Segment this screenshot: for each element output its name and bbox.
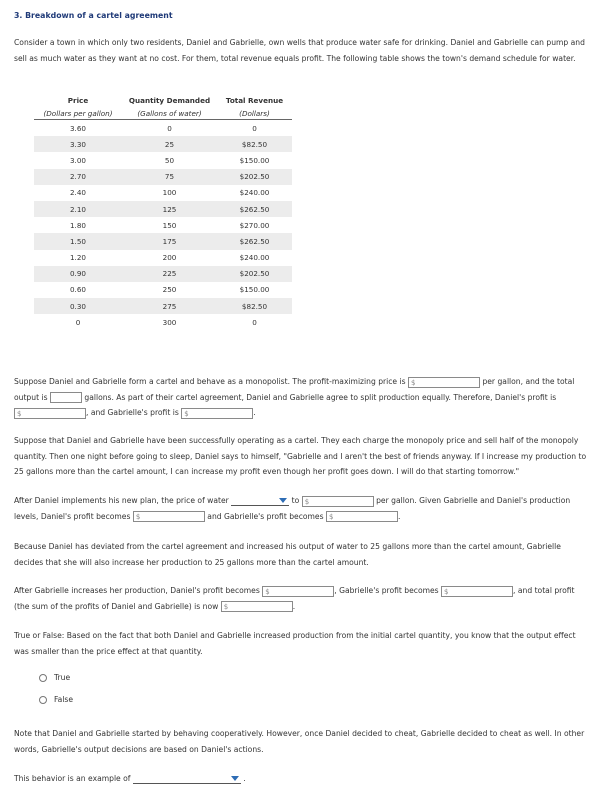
revenue-cell: 0 xyxy=(252,317,257,327)
note-text: Note that Daniel and Gabrielle started by behaving cooperatively. However, once Daniel decided to cheat, Gabrielle decided to cheat as well. In other words, Gabrielle's output decisions are based on Daniel's actions. xyxy=(14,729,585,754)
quantity-cell: 75 xyxy=(122,169,217,185)
revenue-cell: $202.50 xyxy=(217,266,292,282)
true-false-question: True or False: Based on the fact that both Daniel and Gabrielle increased production from the initial cartel quantity, you know that the output effect was smaller than the price effect at that quantity. xyxy=(14,631,576,656)
quantity-cell: 225 xyxy=(122,266,217,282)
quantity-cell: 200 xyxy=(162,253,177,263)
price-cell: 2.40 xyxy=(69,188,86,198)
behavior-text: This behavior is an example of . xyxy=(14,774,246,783)
daniel-new-profit-input[interactable]: $ xyxy=(133,511,205,522)
table-row xyxy=(34,250,292,266)
behavior-type-dropdown[interactable] xyxy=(133,774,241,784)
radio-true[interactable] xyxy=(39,673,70,682)
radio-circle-icon[interactable] xyxy=(39,696,47,704)
revenue-cell: $270.00 xyxy=(239,220,270,230)
table-row xyxy=(34,217,292,233)
q1-text: Suppose Daniel and Gabrielle form a cartel and behave as a monopolist. The profit-maximizing price is $ per gallon, and the total output is gallons. As part of their cartel agreement, Daniel and Gabrielle agree to split production equally. Therefore, Daniel's profit is $ , and Gabrielle's profit is $ . xyxy=(14,377,575,418)
q3-text: After Gabrielle increases her production, Daniel's profit becomes $ , Gabrielle's profit becomes $ , and total profit (the sum of the profits of Daniel and Gabrielle) is now $ . xyxy=(14,586,575,611)
price-cell: 0.30 xyxy=(34,298,122,314)
table-row xyxy=(34,169,292,185)
subheader-price: (Dollars per gallon) xyxy=(34,107,122,120)
header-price: Price xyxy=(67,95,89,105)
revenue-cell: $262.50 xyxy=(217,201,292,217)
table-row xyxy=(34,136,292,152)
revenue-cell: $82.50 xyxy=(217,298,292,314)
quantity-cell: 100 xyxy=(162,188,177,198)
price-cell: 2.70 xyxy=(34,169,122,185)
demand-schedule-table xyxy=(34,93,292,330)
chevron-down-icon xyxy=(231,776,239,781)
price-cell: 0.90 xyxy=(34,266,122,282)
deviation-text: Because Daniel has deviated from the cartel agreement and increased his output of water to 25 gallons more than the cartel amount, Gabrielle decides that she will also increase her production to 25 gallons more than the cartel amount. xyxy=(14,542,561,567)
quantity-cell: 0 xyxy=(167,123,172,133)
subheader-quantity: (Gallons of water) xyxy=(122,107,217,120)
intro-text: Consider a town in which only two residents, Daniel and Gabrielle, own wells that produce water safe for drinking. Daniel and Gabrielle can pump and sell as much water as they want at no cost. For them, total revenue equals profit. The following table shows the town's demand schedule for water. xyxy=(14,38,585,63)
scenario-text: Suppose that Daniel and Gabrielle have been successfully operating as a cartel. They each charge the monopoly price and sell half of the monopoly quantity. Then one night before going to sleep, Daniel says to himself, "Gabrielle and I aren't the best of friends anyway. If I increase my production to 25 gallons more than the cartel amount, I can increase my profit even though her profit goes down. I will do that starting tomorrow." xyxy=(14,436,587,476)
subheader-revenue: (Dollars) xyxy=(217,107,292,120)
table-row xyxy=(34,152,292,168)
price-cell: 0.60 xyxy=(69,285,86,295)
question-title: 3. Breakdown of a cartel agreement xyxy=(14,11,173,20)
radio-true-label: True xyxy=(54,673,71,682)
quantity-cell: 300 xyxy=(162,317,177,327)
header-revenue: Total Revenue xyxy=(225,95,284,105)
price-cell: 1.20 xyxy=(69,253,86,263)
daniel-final-profit-input[interactable]: $ xyxy=(262,586,334,597)
gabrielle-final-profit-input[interactable]: $ xyxy=(441,586,513,597)
radio-circle-icon[interactable] xyxy=(39,674,47,682)
table-row xyxy=(34,314,292,330)
daniel-profit-input[interactable]: $ xyxy=(14,408,86,419)
revenue-cell: $202.50 xyxy=(217,169,292,185)
table-row xyxy=(34,266,292,282)
revenue-cell: $150.00 xyxy=(239,285,270,295)
total-output-input[interactable] xyxy=(50,392,82,403)
table-row xyxy=(34,120,292,137)
quantity-cell: 50 xyxy=(164,155,175,165)
revenue-cell: $240.00 xyxy=(239,188,270,198)
table-row xyxy=(34,298,292,314)
radio-false-label: False xyxy=(54,695,74,704)
price-cell: 3.00 xyxy=(69,155,86,165)
radio-false[interactable] xyxy=(39,695,73,704)
revenue-cell: $150.00 xyxy=(239,155,270,165)
revenue-cell: $82.50 xyxy=(217,136,292,152)
quantity-cell: 175 xyxy=(122,233,217,249)
revenue-cell: 0 xyxy=(252,123,257,133)
price-change-dropdown[interactable] xyxy=(231,496,289,506)
table-row xyxy=(34,201,292,217)
gabrielle-new-profit-input[interactable]: $ xyxy=(326,511,398,522)
q2-text: After Daniel implements his new plan, the price of water to $ per gallon. Given Gabrielle and Daniel's production levels, Daniel's profit becomes $ and Gabrielle's profit becomes $ . xyxy=(14,496,571,521)
table-row xyxy=(34,282,292,298)
quantity-cell: 250 xyxy=(162,285,177,295)
quantity-cell: 25 xyxy=(122,136,217,152)
revenue-cell: $240.00 xyxy=(239,253,270,263)
table-row xyxy=(34,233,292,249)
total-profit-input[interactable]: $ xyxy=(221,601,293,612)
price-cell: 3.30 xyxy=(34,136,122,152)
chevron-down-icon xyxy=(279,498,287,503)
new-price-input[interactable]: $ xyxy=(302,496,374,507)
price-cell: 0 xyxy=(75,317,81,327)
price-cell: 1.50 xyxy=(34,233,122,249)
header-quantity: Quantity Demanded xyxy=(128,95,211,105)
quantity-cell: 150 xyxy=(162,220,177,230)
price-cell: 3.60 xyxy=(69,123,86,133)
quantity-cell: 125 xyxy=(122,201,217,217)
revenue-cell: $262.50 xyxy=(217,233,292,249)
price-cell: 2.10 xyxy=(34,201,122,217)
price-cell: 1.80 xyxy=(69,220,86,230)
monopoly-price-input[interactable]: $ xyxy=(408,377,480,388)
gabrielle-profit-input[interactable]: $ xyxy=(181,408,253,419)
quantity-cell: 275 xyxy=(122,298,217,314)
table-row xyxy=(34,185,292,201)
